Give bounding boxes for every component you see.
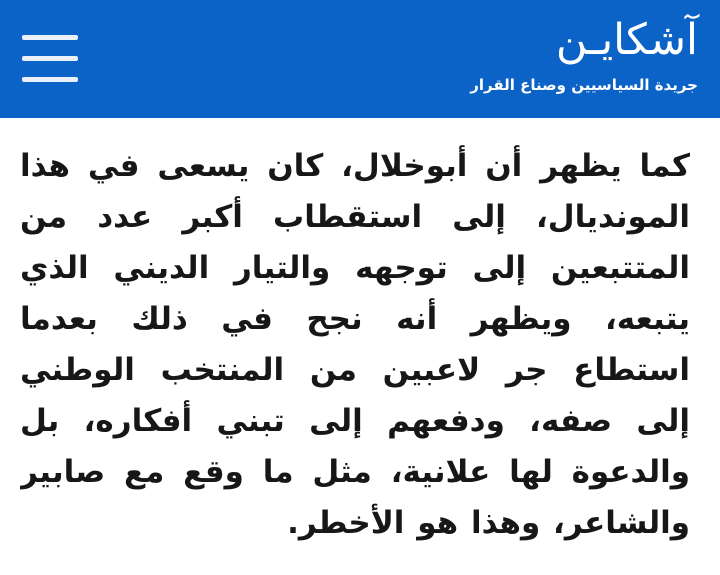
site-logo-link[interactable] [468,14,698,110]
article-body [20,141,690,561]
site-tagline: جريدة السياسيين وصناع القرار [470,76,698,94]
menu-line-icon [22,35,78,40]
menu-button[interactable] [22,34,78,84]
article-paragraph: كما يظهر أن أبوخلال، كان يسعى في هذا المونديال، إلى استقطاب أكبر عدد من المتتبعين إلى توجهه والتيار الديني الذي يتبعه، ويظهر أنه نجح في ذلك بعدما استطاع جر لاعبين من المنتخب الوطني إلى صفه، ودفعهم إلى تبني أفكاره، بل والدعوة لها علانية، مثل ما وقع مع صابير والشاعر، وهذا هو الأخطر. [20,148,690,541]
menu-line-icon [22,77,78,82]
site-logo-text: آشكايـن [555,15,698,65]
site-header [0,0,720,118]
menu-line-icon [22,56,78,61]
